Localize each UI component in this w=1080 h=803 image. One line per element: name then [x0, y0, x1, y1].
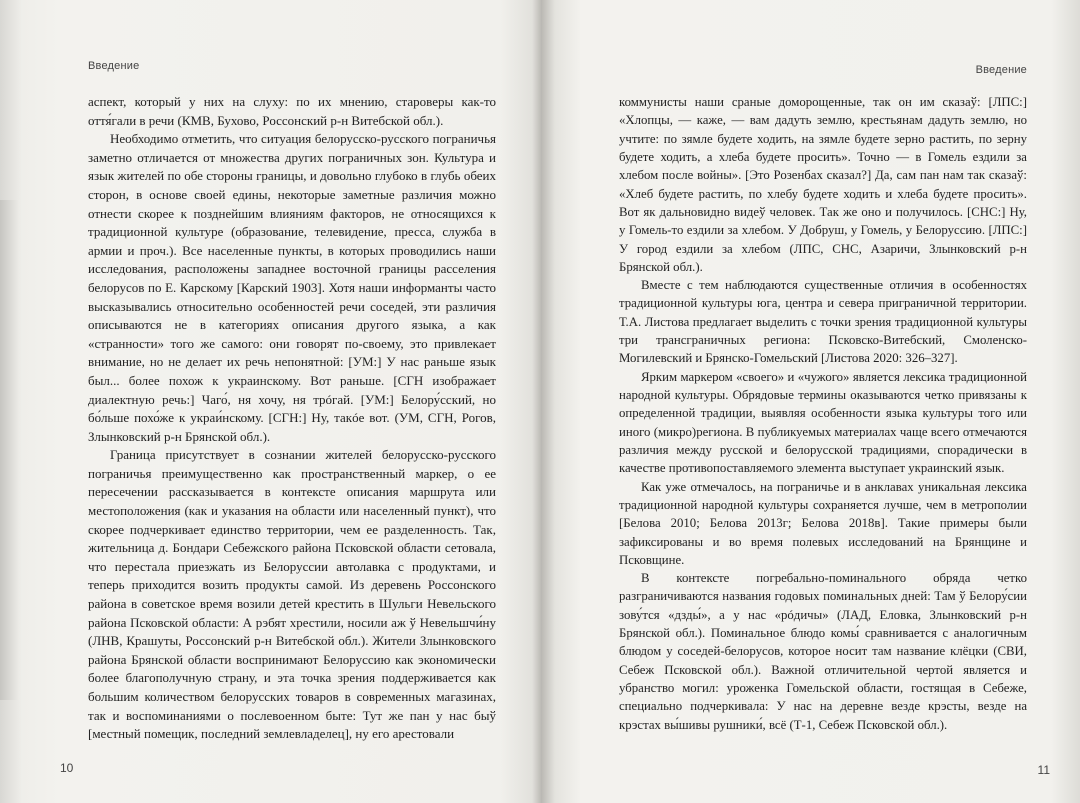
right-paragraph-5: В контексте погребально-поминального обряда четко разграничиваются названия годовых поминальных дней: Там ў Белору́сии зову́тся «дзды́», а у нас «рóдичы» (ЛАД, Еловка, Злынковский р-н Брянской обл.). Поминальное блюдо комы́ сравнивается с аналогичным блюдом у соседей-белорусов, которое носит там название клёцки (СВИ, Себеж Псковской обл.). Важной отличительной чертой является и убранство могил: уроженка Гомельской области, гостящая в Себеже, специально подчеркивала: У нас на деревне везде крэсты, везде на крэстах вы́шивы рушники́, всё (Т-1, Себеж Псковской обл.). — [619, 571, 1027, 732]
right-paragraph-3: Ярким маркером «своего» и «чужого» является лексика традиционной народной культуры. Обрядовые термины оказываются четко привязаны к определенной традиции, выявляя особенности языка культуры того или иного (микро)региона. В публикуемых материалах чаще всего отмечаются различия между русской и белорусской традициями, спорадически в качестве противопоставляемого элемента выступает украинский язык. — [619, 369, 1027, 476]
right-paragraph-2: Вместе с тем наблюдаются существенные отличия в особенностях традиционной культуры юга, центра и севера приграничной территории. Т.А. Листова предлагает выделить с точки зрения традиционной культуры три трансграничных региона: Псковско-Витебский, Смоленско-Могилевский и Брянско-Гомельский [Листова 2020: 326–327]. — [619, 278, 1027, 366]
page-edge-shadow — [0, 200, 18, 700]
right-page — [541, 0, 1080, 803]
right-text-block — [619, 93, 1027, 734]
right-paragraph-4: Как уже отмечалось, на пограничье и в анклавах уникальная лексика традиционной народной культуры сохраняется лучше, чем в метрополии [Белова 2010; Белова 2013г; Белова 2018в]. Такие примеры были зафиксированы и во время полевых исследований на Брянщине и Псковщине. — [619, 479, 1027, 567]
left-paragraph-1: аспект, который у них на слуху: по их мнению, староверы как-то оття́гали в речи (КМВ, Бухово, Россонский р-н Витебской обл.). — [88, 94, 496, 128]
left-paragraph-3: Граница присутствует в сознании жителей белорусско-русского пограничья преимущественно как пространственный маркер, о ее пересечении рассказывается в контексте описания маршрута или местоположения (как и указания на области или населенный пункт), что скорее подчеркивает единство территории, чем ее разделенность. Так, жительница д. Бондари Себежского района Псковской области сетовала, что перестала приезжать из Белоруссии автолавка с продуктами, и теперь приходится возить продукты самой. Из деревень Россонского района в советское время возили детей крестить в Шульги Невельского района Псковской области: А рэбят хрестили, носили аж ў Невельшчи́ну (ЛНВ, Крашуты, Россонский р-н Витебской обл.). Жители Злынковского района Брянской области воспринимают Белоруссию как экономически более благополучную страну, и эта точка зрения поддерживается как большим количеством белорусских товаров в современных магазинах, так и воспоминаниями о послевоенном быте: Тут же пан у нас быў [местный помещик, последний землевладелец], ну его арестовали — [88, 447, 496, 742]
left-running-head: Введение — [88, 60, 140, 72]
right-paragraph-1: коммунисты наши сраные доморощенные, так он им сказаў: [ЛПС:] «Хлопцы, — каже, — вам дадуть землю, крестьянам дадуть землю, но учтите: по зямле будете ходить, на зямле будете зерно растить, по зерну будете ходить, а хлеба будете просить». Точно — в Гомель ездили за хлебом после войны». [Это Розенбах сказал?] Да, сам пан нам так сказаў: «Хлеб будете растить, по хлебу будете ходить и хлеба будете просить». Вот як дальновидно видеў человек. Так же оно и получилось. [СНС:] Ну, у Гомель-то ездили за хлебом. У Добруш, у Гомель, у Белоруссию. [ЛПС:] У город ездили за хлебом (ЛПС, СНС, Азаричи, Злынковский р-н Брянской обл.). — [619, 95, 1027, 274]
right-running-head: Введение — [975, 64, 1027, 76]
left-text-block — [88, 93, 496, 744]
left-paragraph-2: Необходимо отметить, что ситуация белорусско-русского пограничья заметно отличается от множества других пограничных зон. Культура и язык жителей по обе стороны границы, и довольно глубоко в глубь обеих сторон, в основе своей едины, некоторые заметные различия можно отнести скорее к позднейшим влияниям факторов, не относящихся к традиционной культуре (образование, телевидение, пресса, служба в армии и проч.). Все населенные пункты, в которых проводились наши исследования, расположены западнее восточной границы расселения белорусов по Е. Карскому [Карский 1903]. Хотя наши информанты часто высказывались относительно особенностей речи соседей, эти различия описываются не в категориях описания другого языка, а как «странности» того же самого: они говорят по-своему, это привлекает внимание, но не делает их речь непонятной: [УМ:] У нас раньше язык был... более похож к украинскому. Вот раньше. [СГН изображает диалектную речь:] Чаго́, ня хочу, ня трóгай. [УМ:] Белору́сский, но бо́льше похо́же к украи́нскому. [СГН:] Ну, такóе вот. (УМ, СГН, Рогов, Злынковский р-н Брянской обл.). — [88, 131, 496, 444]
left-page-number: 10 — [60, 761, 74, 775]
right-page-number: 11 — [1037, 763, 1050, 777]
